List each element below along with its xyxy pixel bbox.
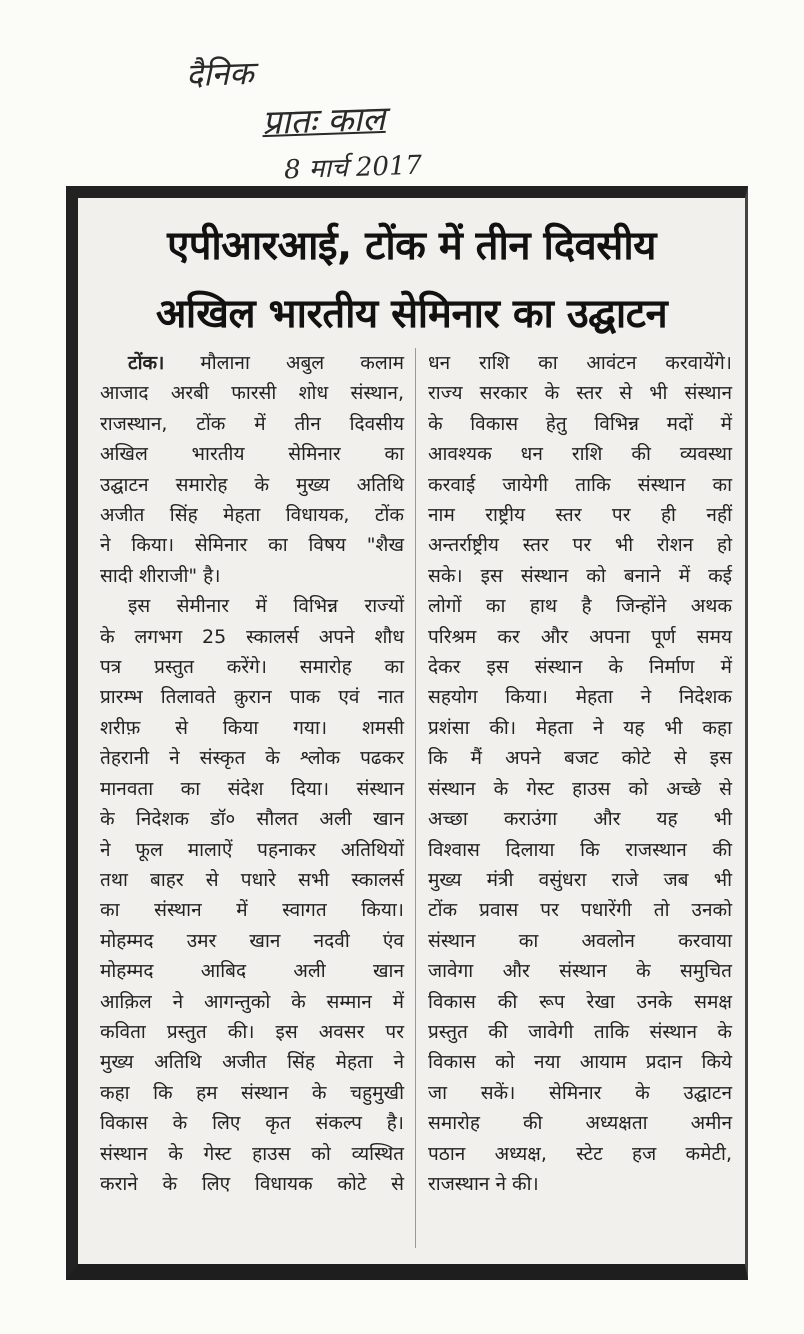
article-line: टोंक प्रवास पर पधारेंगी तो उनको bbox=[428, 899, 732, 922]
handwritten-date: 8 मार्च 2017 bbox=[283, 150, 423, 186]
article-line: देकर इस संस्थान के निर्माण में bbox=[428, 656, 732, 679]
article-line: कविता प्रस्तुत की। इस अवसर पर bbox=[100, 1020, 404, 1043]
handwritten-newspaper-title: प्रातः काल bbox=[261, 98, 386, 144]
article-line: टोंक। मौलाना अबुल कलाम bbox=[128, 352, 404, 374]
article-column-right bbox=[428, 348, 732, 1199]
article-line: संस्थान के गेस्ट हाउस को अच्छे से bbox=[428, 777, 732, 800]
article-line: लोगों का हाथ है जिन्होंने अथक bbox=[428, 595, 732, 618]
dateline: टोंक। bbox=[128, 352, 165, 374]
article-line: राजस्थान ने की। bbox=[428, 1172, 539, 1195]
article-line: सहयोग किया। मेहता ने निदेशक bbox=[428, 686, 732, 709]
article-line: समारोह की अध्यक्षता अमीन bbox=[428, 1112, 732, 1135]
article-line: अखिल भारतीय सेमिनार का bbox=[100, 443, 404, 466]
newspaper-clipping bbox=[66, 186, 748, 1280]
article-line: जावेगा और संस्थान के समुचित bbox=[428, 960, 732, 983]
article-line: आजाद अरबी फारसी शोध संस्थान, bbox=[100, 382, 404, 405]
article-line: मानवता का संदेश दिया। संस्थान bbox=[100, 777, 404, 800]
article-line: के विकास हेतु विभिन्न मदों में bbox=[428, 412, 732, 435]
article-line: संस्थान के गेस्ट हाउस को व्यस्थित bbox=[100, 1142, 404, 1165]
article-line: के निदेशक डॉ० सौलत अली खान bbox=[100, 808, 404, 831]
article-line: मुख्य अतिथि अजीत सिंह मेहता ने bbox=[100, 1051, 404, 1074]
article-line: राजस्थान, टोंक में तीन दिवसीय bbox=[100, 412, 404, 435]
article-line: का संस्थान में स्वागत किया। bbox=[100, 899, 404, 922]
article-column-left bbox=[100, 348, 404, 1199]
article-line: प्रारम्भ तिलावते क़ुरान पाक एवं नात bbox=[100, 686, 404, 709]
article-line: मोहम्मद आबिद अली खान bbox=[100, 960, 404, 983]
article-line: विकास की रूप रेखा उनके समक्ष bbox=[428, 990, 732, 1013]
article-line: तेहरानी ने संस्कृत के श्लोक पढकर bbox=[100, 747, 404, 770]
article-line: धन राशि का आवंटन करवायेंगे। bbox=[428, 352, 732, 374]
article-line: मुख्य मंत्री वसुंधरा राजे जब भी bbox=[428, 868, 732, 891]
article-line: उद्घाटन समारोह के मुख्य अतिथि bbox=[100, 473, 404, 496]
article-line: विकास के लिए कृत संकल्प है। bbox=[100, 1112, 404, 1135]
column-divider bbox=[415, 348, 416, 1248]
article-line: सादी शीराजी" है। bbox=[100, 564, 221, 587]
article-line: करवाई जायेगी ताकि संस्थान का bbox=[428, 473, 732, 496]
article-line: पत्र प्रस्तुत करेंगे। समारोह का bbox=[100, 656, 404, 679]
article-line: विश्वास दिलाया कि राजस्थान की bbox=[428, 838, 732, 861]
article-line: नाम राष्ट्रीय स्तर पर ही नहीं bbox=[428, 504, 732, 527]
article-line: सके। इस संस्थान को बनाने में कई bbox=[428, 564, 732, 587]
article-line: कराने के लिए विधायक कोटे से bbox=[100, 1172, 404, 1195]
article-line: अन्तर्राष्ट्रीय स्तर पर भी रोशन हो bbox=[428, 534, 732, 557]
article-line: संस्थान का अवलोन करवाया bbox=[428, 929, 732, 952]
article-line: पठान अध्यक्ष, स्टेट हज कमेटी, bbox=[428, 1142, 732, 1165]
article-line: आक़िल ने आगन्तुको के सम्मान में bbox=[100, 990, 404, 1013]
article-line: मोहम्मद उमर खान नदवी एंव bbox=[100, 929, 404, 952]
article-line: राज्य सरकार के स्तर से भी संस्थान bbox=[428, 382, 732, 405]
article-line: कि मैं अपने बजट कोटे से इस bbox=[428, 747, 732, 770]
article-line: विकास को नया आयाम प्रदान किये bbox=[428, 1051, 732, 1074]
article-line: प्रस्तुत की जावेगी ताकि संस्थान के bbox=[428, 1020, 732, 1043]
article-line: ने फूल मालाऐं पहनाकर अतिथियों bbox=[100, 838, 404, 861]
article-line: कहा कि हम संस्थान के चहुमुखी bbox=[100, 1081, 404, 1104]
article-line: ने किया। सेमिनार का विषय "शैख bbox=[100, 534, 404, 557]
article-line: परिश्रम कर और अपना पूर्ण समय bbox=[428, 625, 732, 648]
article-line: के लगभग 25 स्कालर्स अपने शौध bbox=[100, 625, 404, 648]
handwritten-newspaper-name: दैनिक bbox=[185, 53, 255, 95]
headline-line-1: एपीआरआई, टोंक में तीन दिवसीय bbox=[167, 223, 656, 269]
article-line: इस सेमीनार में विभिन्न राज्यों bbox=[128, 595, 404, 618]
article-line: जा सकें। सेमिनार के उद्घाटन bbox=[428, 1081, 732, 1104]
article-line: शरीफ़ से किया गया। शमसी bbox=[100, 716, 404, 739]
article-line: प्रशंसा की। मेहता ने यह भी कहा bbox=[428, 716, 732, 739]
article-line: अजीत सिंह मेहता विधायक, टोंक bbox=[100, 504, 404, 527]
article-line: अच्छा कराउंगा और यह भी bbox=[428, 808, 732, 831]
article-line: तथा बाहर से पधारे सभी स्कालर्स bbox=[100, 868, 404, 891]
headline-line-2: अखिल भारतीय सेमिनार का उद्घाटन bbox=[155, 291, 668, 337]
article-line: आवश्यक धन राशि की व्यवस्था bbox=[428, 443, 732, 466]
